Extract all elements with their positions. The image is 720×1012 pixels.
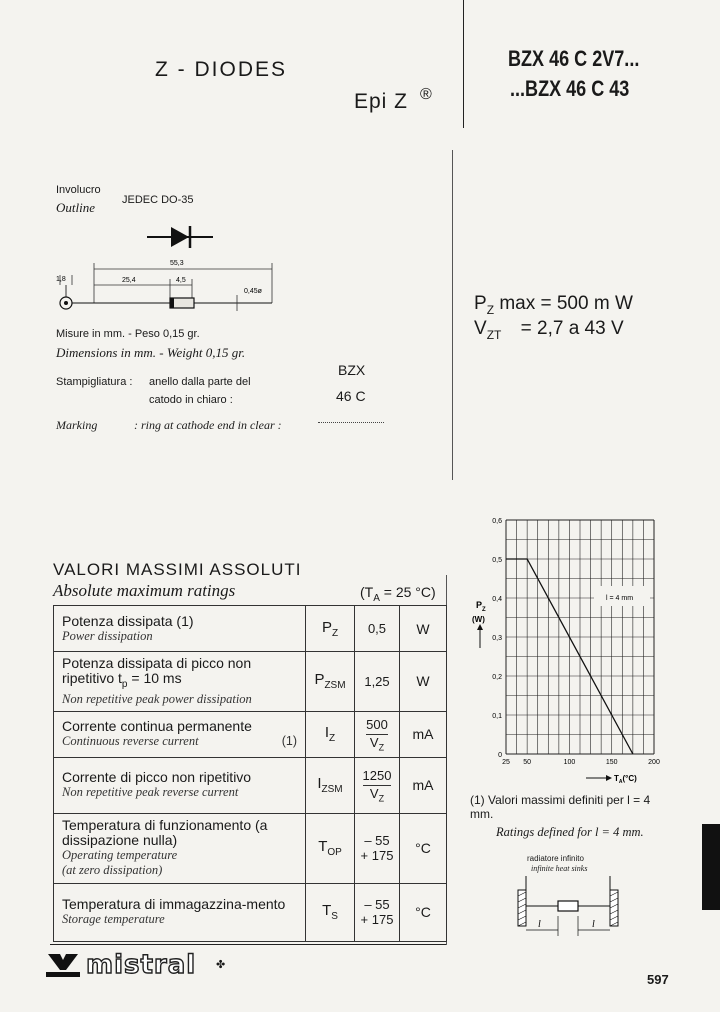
marking-code-1: BZX [338,362,366,378]
y-tick-label: 0 [498,752,502,759]
marking-code-2: 46 C [336,388,366,404]
derating-chart [466,508,678,788]
part-number-first: BZX 46 C 2V7... [508,46,640,71]
chart-annotation: l = 4 mm [606,595,634,602]
measures-en: Dimensions in mm. - Weight 0,15 gr. [56,345,246,360]
note-en: Ratings defined for l = 4 mm. [496,825,644,839]
y-tick-label: 0,6 [492,518,502,525]
series-name: Epi Z [354,90,409,113]
heatsink-diagram [510,872,630,944]
mistral-logo-icon [46,952,80,982]
heatsink-label-it: radiatore infinito [527,854,584,863]
brand-mark-icon: ✤ [216,959,226,971]
x-tick-label: 25 [502,759,510,766]
ratings-condition: ($T_A = 25$ °C) [360,584,436,604]
y-tick-label: 0,5 [492,557,502,564]
registered-mark: ® [420,86,432,103]
y-axis-unit: (W) [472,615,485,624]
vz-range-spec: $V_{ZT} = 2,7$ a 43 V [474,318,624,342]
y-tick-label: 0,4 [492,596,502,603]
dim-cap: 1,8 [56,276,66,283]
marking-label-en: Marking [56,418,98,432]
ratings-title-en: Absolute maximum ratings [53,581,236,600]
lead-length-left: l [538,919,541,930]
diode-symbol-icon [145,224,215,250]
y-tick-label: 0,3 [492,635,502,642]
part-number-last: ...BZX 46 C 43 [510,76,630,101]
brand-wordmark: mistral [86,950,197,980]
dim-body: 4,5 [176,277,186,284]
x-tick-label: 100 [563,759,576,766]
header-divider [463,0,464,128]
page-edge-tab [702,824,720,910]
marking-dotted-line [318,422,384,423]
lead-length-right: l [592,919,595,930]
package-name: JEDEC DO-35 [122,194,194,206]
dim-lead: 25,4 [122,277,136,284]
y-tick-label: 0,1 [492,713,502,720]
table-row: Corrente continua permanente Continuous reverse current (1) $I_Z$ 500 $V_Z$ mA [54,711,447,757]
x-tick-label: 150 [605,759,618,766]
measures-it: Misure in mm. - Peso 0,15 gr. [56,328,200,340]
footer-rule [50,944,446,945]
package-outline-drawing [52,255,282,317]
pz-max-spec: $P_Z$ max = 500 m W [474,293,633,317]
x-tick-label: 200 [648,759,660,766]
x-axis-label: $T_A(^\circ C)$ [614,774,637,785]
heatsink-label-en: infinite heat sinks [531,864,588,873]
outline-label-it: Involucro [56,184,101,196]
table-row: Temperatura di funzionamento (a dissipazione nulla) Operating temperature (at zero dissipation) $T_{OP}$ – 55 + 175 °C [54,813,447,883]
marking-label-it: Stampigliatura : [56,376,133,388]
marking-text-it-2: catodo in chiaro : [149,394,233,406]
table-row: Potenza dissipata (1) Power dissipation $P_Z$ 0,5 W [54,606,447,652]
y-axis-label: $P_Z$ [476,600,486,613]
dim-wire: 0,45ø [244,288,262,295]
absolute-ratings-table [53,605,447,942]
marking-text-en: : ring at cathode end in clear : [134,418,282,432]
marking-text-it-1: anello dalla parte del [149,376,251,388]
outline-label-en: Outline [56,200,95,215]
dim-overall: 55,3 [170,260,184,267]
ratings-title-it: VALORI MASSIMI ASSOLUTI [53,560,302,579]
table-row: Corrente di picco non ripetitivo Non repetitive peak reverse current $I_{ZSM}$ 1250 $V_Z$ mA [54,757,447,813]
table-row: Potenza dissipata di picco non ripetitivo $t_p = 10$ ms Non repetitive peak power dissipation $P_{ZSM}$ 1,25 W [54,652,447,712]
column-divider [452,150,453,480]
y-tick-label: 0,2 [492,674,502,681]
note-it: (1) Valori massimi definiti per l = 4 mm. [470,793,651,821]
table-row: Temperatura di immagazzina-mento Storage temperature $T_S$ – 55 + 175 °C [54,883,447,941]
x-tick-label: 50 [523,759,532,766]
category-title: Z - DIODES [155,58,288,81]
page-number: 597 [647,972,669,987]
